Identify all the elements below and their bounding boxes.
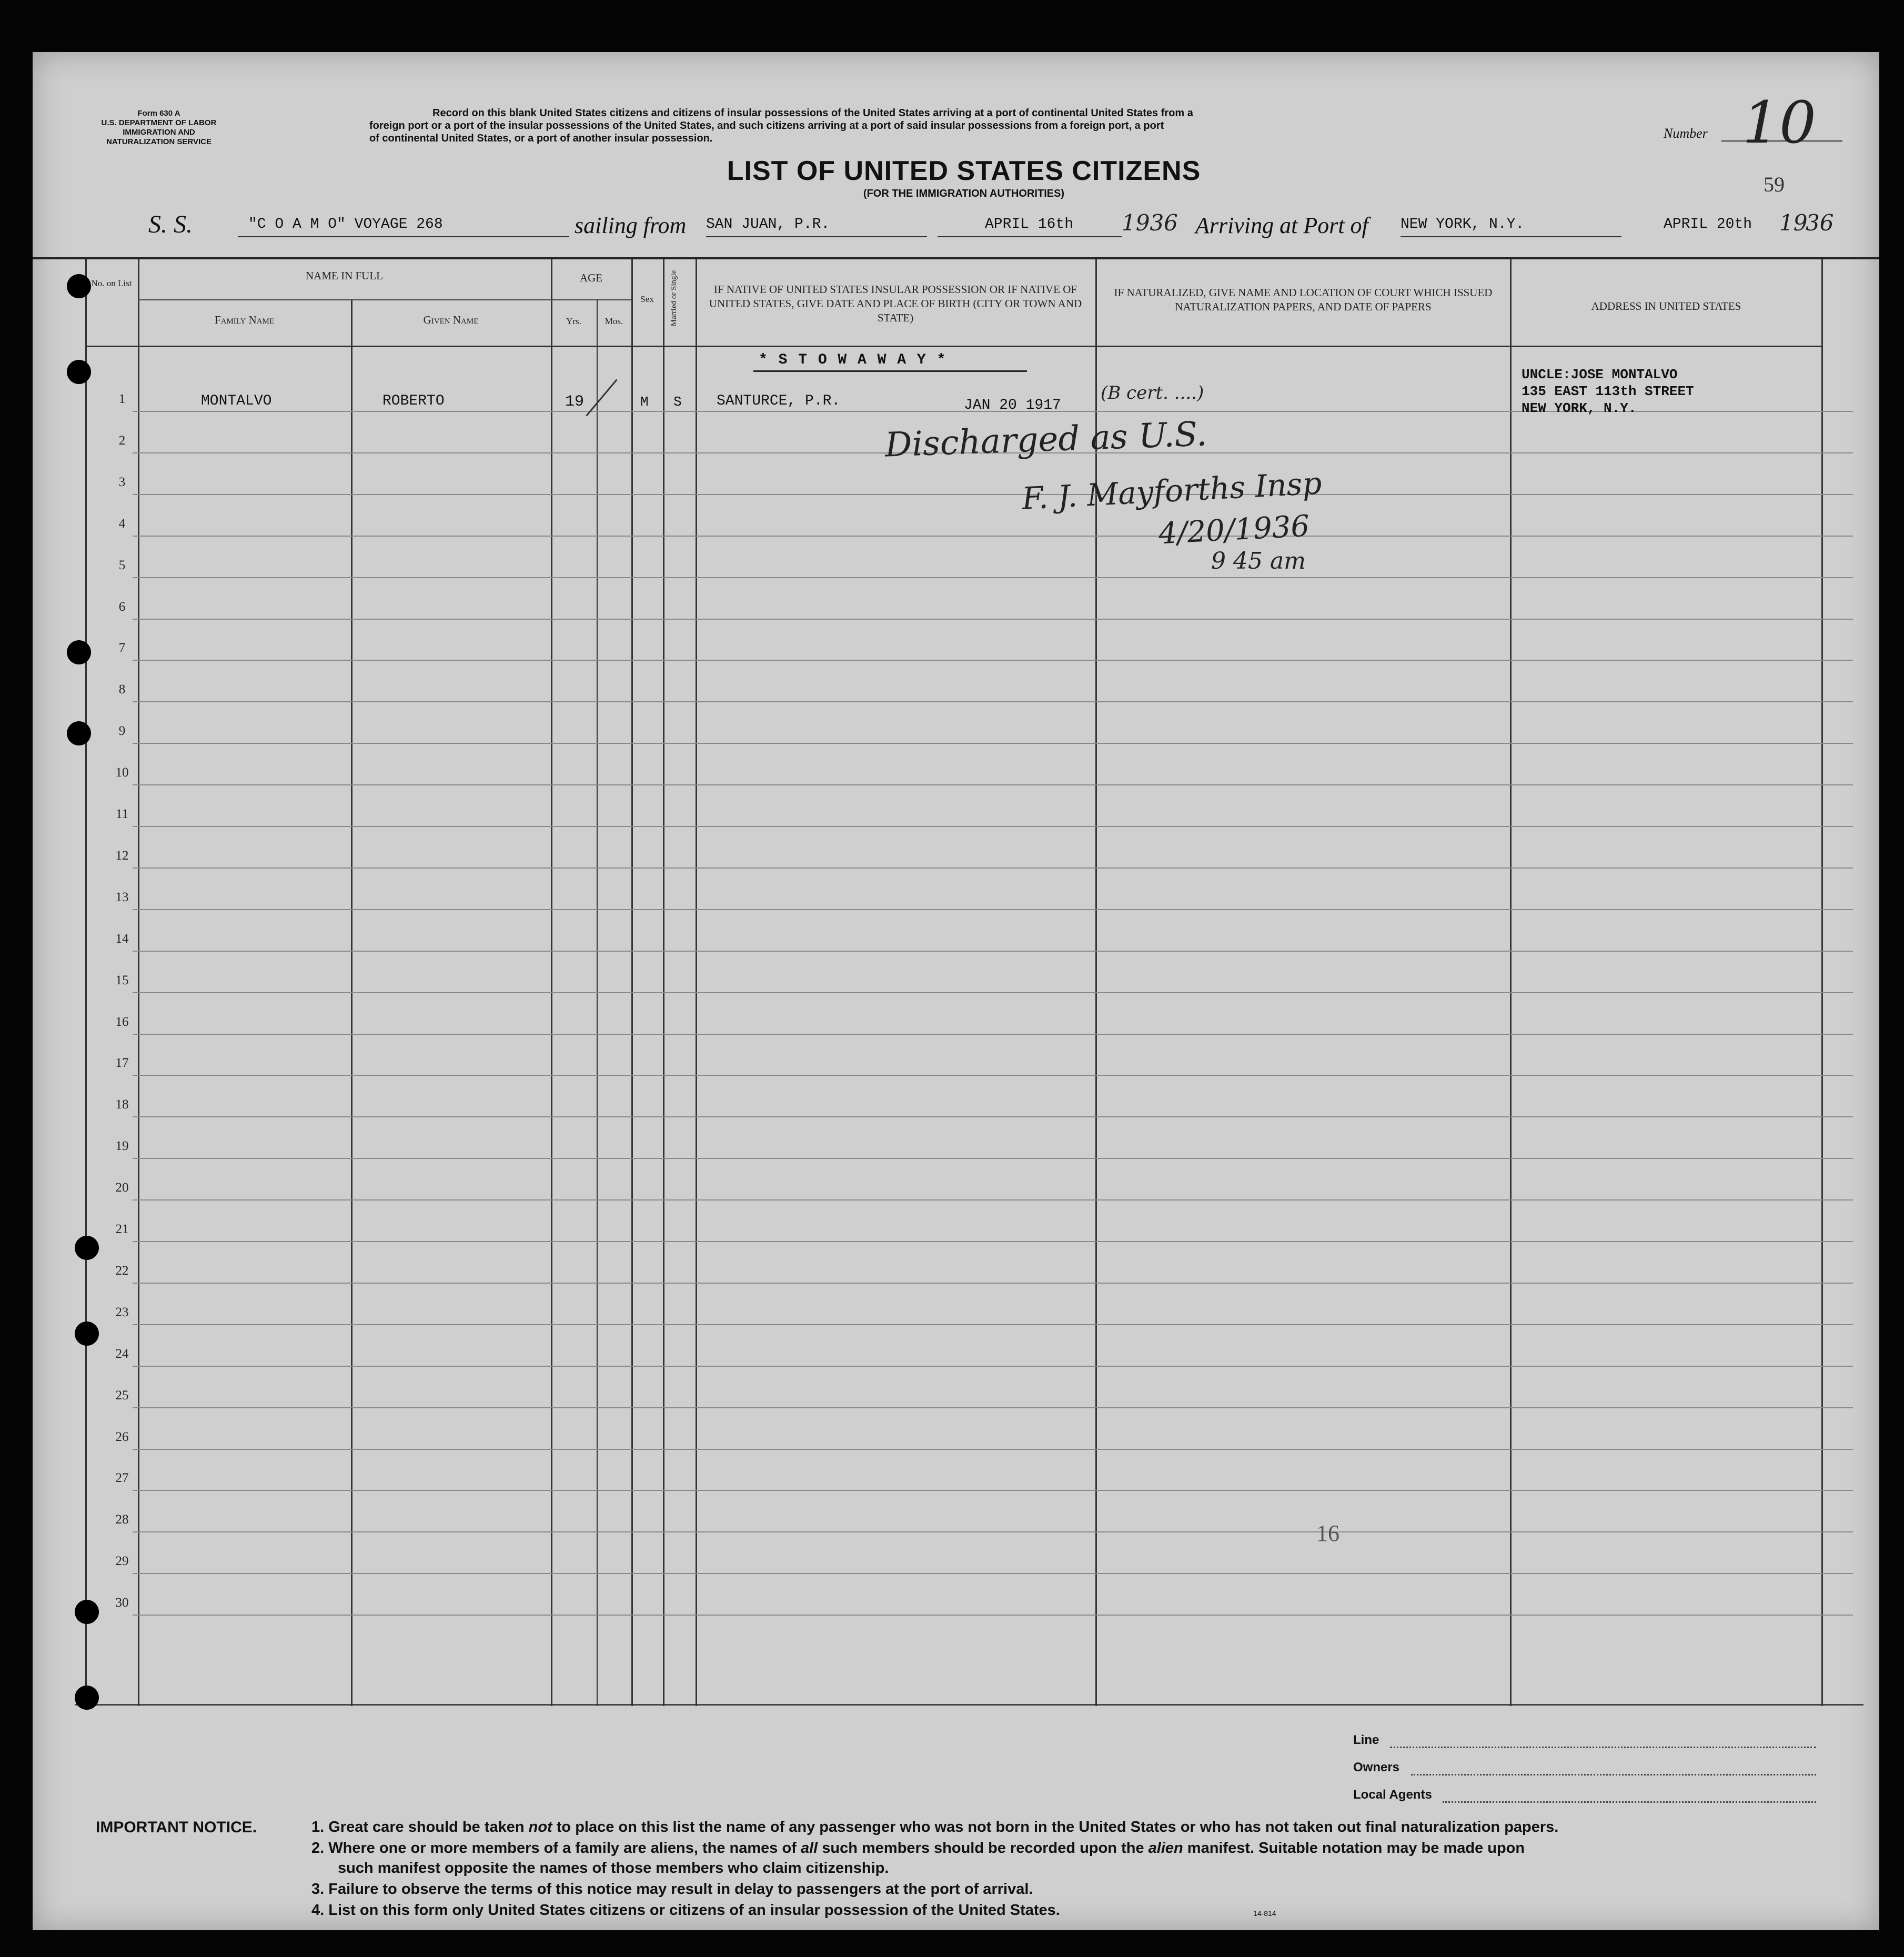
row-rule bbox=[133, 743, 1853, 744]
arrive-date: APRIL 20th bbox=[1664, 216, 1752, 233]
row-number: 11 bbox=[115, 807, 129, 821]
row-number: 1 bbox=[118, 392, 126, 406]
entry-birthdate: JAN 20 1917 bbox=[964, 397, 1061, 413]
sail-date: APRIL 16th bbox=[985, 216, 1074, 233]
row-rule bbox=[133, 867, 1853, 869]
header-address: ADDRESS IN UNITED STATES bbox=[1591, 300, 1741, 312]
row-number: 30 bbox=[115, 1596, 129, 1610]
punch-hole-7 bbox=[75, 1600, 99, 1624]
entry-family-name: MONTALVO bbox=[201, 393, 272, 409]
row-number: 23 bbox=[115, 1305, 129, 1319]
header-bottom-border bbox=[85, 346, 1821, 347]
notice-item-2-cont: such manifest opposite the names of those members who claim citizenship. bbox=[338, 1860, 889, 1877]
col-line-family bbox=[138, 259, 139, 1706]
row-number: 18 bbox=[115, 1097, 129, 1112]
department: U.S. DEPARTMENT OF LABOR bbox=[101, 118, 217, 127]
ss-label: S. S. bbox=[148, 210, 193, 238]
handwritten-discharged: Discharged as U.S. bbox=[884, 415, 1208, 465]
row-number: 7 bbox=[118, 641, 126, 655]
row-rule bbox=[133, 1158, 1853, 1159]
notice-2-all: all bbox=[800, 1840, 818, 1857]
entry-cert-note: (B cert. ....) bbox=[1101, 382, 1204, 403]
row-rule bbox=[133, 909, 1853, 910]
entry-given-name: ROBERTO bbox=[382, 393, 445, 409]
footer-agents-field bbox=[1353, 1788, 1816, 1802]
row-number: 14 bbox=[115, 931, 129, 946]
punch-hole-3 bbox=[67, 640, 91, 664]
header-no: No. on List bbox=[91, 278, 132, 288]
handwritten-date: 4/20/1936 bbox=[1157, 509, 1311, 551]
punch-hole-8 bbox=[75, 1686, 99, 1710]
row-number: 26 bbox=[115, 1429, 129, 1444]
row-rule bbox=[133, 1075, 1853, 1076]
voyage-line bbox=[148, 210, 1832, 241]
row-rule bbox=[133, 1573, 1853, 1574]
to-underline bbox=[1401, 236, 1621, 237]
number-label: Number bbox=[1664, 126, 1708, 141]
row-rule bbox=[133, 494, 1853, 495]
arriving-label: Arriving at Port of bbox=[1195, 213, 1368, 238]
from-underline bbox=[706, 236, 927, 237]
entry-address-3: NEW YORK, N.Y. bbox=[1522, 400, 1637, 416]
notice-1-not: not bbox=[528, 1819, 552, 1835]
entry-birthplace: SANTURCE, P.R. bbox=[717, 393, 841, 409]
from-port: SAN JUAN, P.R. bbox=[706, 216, 830, 233]
col-line-birth bbox=[696, 259, 697, 1706]
page-number-stamp: 16 bbox=[1316, 1520, 1339, 1546]
row-rule bbox=[133, 1034, 1853, 1035]
row-number: 12 bbox=[115, 848, 129, 863]
row-number: 6 bbox=[118, 599, 126, 614]
row-rule bbox=[133, 992, 1853, 993]
arrive-year-suffix: 36 bbox=[1806, 210, 1834, 236]
row-number: 4 bbox=[118, 516, 126, 531]
punch-hole-5 bbox=[75, 1236, 99, 1260]
footer-line-underline bbox=[1390, 1747, 1816, 1748]
col-line-no-left bbox=[85, 259, 87, 1706]
row-number: 25 bbox=[115, 1388, 129, 1403]
col-line-given bbox=[351, 299, 352, 1706]
table-bottom-border bbox=[75, 1704, 1863, 1706]
header-sex: Sex bbox=[640, 294, 654, 304]
row-number: 13 bbox=[115, 890, 129, 904]
col-line-sex bbox=[631, 259, 633, 1706]
entry-sex: M bbox=[640, 394, 649, 410]
row-rule bbox=[133, 1199, 1853, 1201]
notice-1b: to place on this list the name of any passenger who was not born in the United States or who has not taken out final naturalization papers. bbox=[556, 1819, 1559, 1835]
footer-agents-label: Local Agents bbox=[1353, 1788, 1432, 1802]
row-number: 2 bbox=[118, 433, 126, 448]
row-number: 16 bbox=[115, 1014, 129, 1029]
footer-line-field bbox=[1353, 1733, 1816, 1748]
sail-year: 1936 bbox=[1122, 210, 1178, 236]
row-rule bbox=[133, 951, 1853, 952]
row-number: 3 bbox=[118, 475, 126, 489]
row-number: 20 bbox=[115, 1181, 129, 1195]
row-rule bbox=[133, 1116, 1853, 1117]
row-number: 17 bbox=[115, 1056, 129, 1071]
row-number: 9 bbox=[118, 724, 126, 739]
row-rule bbox=[133, 1615, 1853, 1616]
footer-agents-underline bbox=[1443, 1801, 1816, 1803]
notice-2b: such members should be recorded upon the bbox=[822, 1840, 1144, 1857]
punch-hole-2 bbox=[67, 360, 91, 384]
page-title: LIST OF UNITED STATES CITIZENS bbox=[727, 156, 1201, 186]
to-port: NEW YORK, N.Y. bbox=[1401, 216, 1525, 233]
row-rule bbox=[133, 701, 1853, 702]
row-number: 19 bbox=[115, 1139, 129, 1154]
row-number: 29 bbox=[115, 1554, 129, 1569]
notice-item-4: 4. List on this form only United States citizens or citizens of an insular possession of the United States. bbox=[311, 1902, 1060, 1919]
notice-title: IMPORTANT NOTICE. bbox=[96, 1819, 257, 1836]
entry-marital: S bbox=[673, 394, 682, 410]
row-number: 15 bbox=[115, 973, 129, 987]
col-line-address bbox=[1510, 259, 1512, 1706]
form-number: Form 630 A bbox=[137, 109, 180, 118]
notice-item-1 bbox=[311, 1819, 1816, 1836]
notice-item-3: 3. Failure to observe the terms of this notice may result in delay to passengers at the port of arrival. bbox=[311, 1881, 1033, 1898]
header-age: AGE bbox=[579, 271, 603, 284]
header-name-in-full: NAME IN FULL bbox=[306, 269, 383, 282]
row-rule bbox=[133, 536, 1853, 537]
header-family-name: Family Name bbox=[214, 314, 275, 326]
row-rule bbox=[133, 1366, 1853, 1367]
col-line-age bbox=[551, 259, 552, 1706]
row-rule bbox=[133, 784, 1853, 785]
entry-address-2: 135 EAST 113th STREET bbox=[1522, 384, 1694, 399]
footer-owners-field bbox=[1353, 1760, 1816, 1775]
row-number: 28 bbox=[115, 1512, 129, 1527]
entry-address-1: UNCLE:JOSE MONTALVO bbox=[1522, 367, 1678, 382]
stowaway-underline bbox=[753, 370, 1027, 372]
form-code: 14-814 bbox=[1253, 1909, 1276, 1918]
age-header-divider bbox=[551, 299, 631, 300]
col-line-marital bbox=[663, 259, 664, 1706]
notice-1a: 1. Great care should be taken bbox=[311, 1819, 525, 1835]
row-rule bbox=[133, 1241, 1853, 1242]
number-value: 10 bbox=[1742, 89, 1816, 156]
name-header-divider bbox=[138, 299, 551, 300]
entry-age-yrs: 19 bbox=[565, 393, 585, 411]
form-id bbox=[80, 109, 238, 147]
service-line1: IMMIGRATION AND bbox=[123, 128, 195, 137]
page-stamp: 59 bbox=[1764, 173, 1785, 196]
row-number: 24 bbox=[115, 1346, 129, 1361]
header-given-name: Given Name bbox=[423, 314, 479, 326]
notice-2c: manifest. Suitable notation may be made upon bbox=[1187, 1840, 1525, 1857]
notice-2-alien: alien bbox=[1148, 1840, 1183, 1857]
header-married: Married or Single bbox=[670, 270, 678, 327]
header-mos: Mos. bbox=[605, 316, 623, 326]
record-line-1: Record on this blank United States citizens and citizens of insular possessions of the United States arriving at a port of continental United States from a bbox=[432, 107, 1193, 119]
header-yrs: Yrs. bbox=[566, 316, 581, 326]
punch-hole-4 bbox=[67, 721, 91, 745]
stowaway-stamp: * S T O W A W A Y * bbox=[759, 352, 947, 368]
row-number: 8 bbox=[118, 682, 126, 697]
record-line-2: foreign port or a port of the insular possessions of the United States, and such citizens arriving at a port of said insular possessions from a foreign port, a port bbox=[369, 120, 1164, 132]
row-rule bbox=[133, 660, 1853, 661]
row-number: 21 bbox=[115, 1222, 129, 1236]
manifest-sheet bbox=[33, 52, 1879, 1930]
row-rule bbox=[133, 619, 1853, 620]
row-rule bbox=[133, 1283, 1853, 1284]
row-rule bbox=[133, 1531, 1853, 1532]
table-top-border bbox=[33, 257, 1879, 259]
header-birth: IF NATIVE OF UNITED STATES INSULAR POSSESSION OR IF NATIVE OF UNITED STATES, GIVE DATE AND PLACE OF BIRTH (CITY OR TOWN AND STATE) bbox=[709, 283, 1082, 324]
footer-owners-label: Owners bbox=[1353, 1760, 1400, 1774]
row-number: 5 bbox=[118, 558, 126, 572]
col-line-mos bbox=[597, 299, 598, 1706]
row-rule bbox=[133, 1324, 1853, 1325]
record-line-3: of continental United States, or a port of another insular possession. bbox=[369, 133, 713, 144]
ship-underline bbox=[238, 236, 569, 237]
page-subtitle: (FOR THE IMMIGRATION AUTHORITIES) bbox=[863, 188, 1065, 199]
row-rule bbox=[133, 1490, 1853, 1491]
notice-2a: 2. Where one or more members of a family are aliens, the names of bbox=[311, 1840, 797, 1857]
row-number: 27 bbox=[115, 1471, 129, 1486]
record-instructions bbox=[369, 107, 1600, 145]
row-number: 10 bbox=[115, 765, 129, 780]
service-line2: NATURALIZATION SERVICE bbox=[106, 137, 211, 146]
footer-line-label: Line bbox=[1353, 1733, 1379, 1747]
sail-date-underline bbox=[938, 236, 1122, 237]
footer-owners-underline bbox=[1411, 1774, 1816, 1776]
notice-item-2 bbox=[311, 1840, 1816, 1857]
ship-name: "C O A M O" VOYAGE 268 bbox=[248, 216, 443, 233]
row-rule bbox=[133, 1449, 1853, 1450]
handwritten-inspector: F. J. Mayforths Insp bbox=[1021, 465, 1323, 517]
row-number: 22 bbox=[115, 1263, 129, 1278]
row-rule bbox=[133, 577, 1853, 578]
row-rule bbox=[133, 826, 1853, 827]
handwritten-time: 9 45 am bbox=[1211, 548, 1306, 574]
col-line-right bbox=[1821, 259, 1823, 1706]
header-naturalized: IF NATURALIZED, GIVE NAME AND LOCATION OF COURT WHICH ISSUED NATURALIZATION PAPERS, AND DATE OF PAPERS bbox=[1114, 286, 1493, 313]
punch-hole-6 bbox=[75, 1322, 99, 1346]
arrive-year-prefix: 19 bbox=[1779, 210, 1808, 236]
row-rule bbox=[133, 1407, 1853, 1408]
sailing-label: sailing from bbox=[575, 213, 687, 238]
punch-hole-1 bbox=[67, 274, 91, 298]
